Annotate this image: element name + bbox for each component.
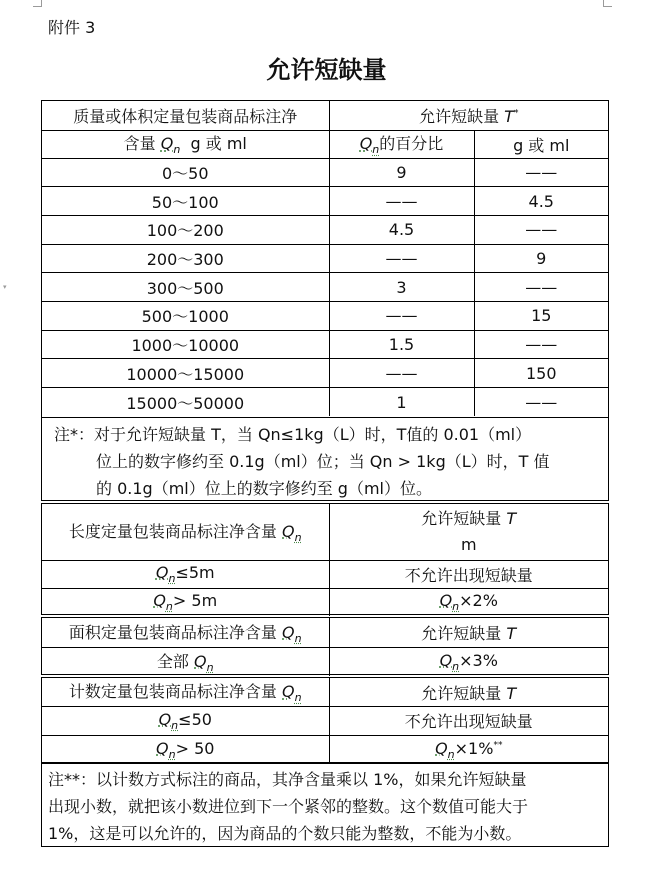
table-row: [42, 187, 608, 216]
count-note: [41, 763, 609, 847]
grams-cell: ——: [474, 330, 608, 359]
grams-cell: ——: [474, 215, 608, 244]
grams-cell: 15: [474, 301, 608, 330]
table-row: [42, 244, 608, 273]
grams-cell: 9: [474, 244, 608, 273]
length-header-left: 长度定量包装商品标注净含量 $Q_n$: [42, 504, 329, 560]
corner-mark-right: [603, 0, 612, 7]
grams-cell: ——: [474, 388, 608, 417]
range-cell: 100～200: [42, 215, 329, 244]
length-table: [41, 503, 609, 615]
table-row: [42, 388, 608, 417]
percent-header: $Q_n$的百分比: [329, 130, 474, 158]
table-row: [42, 273, 608, 302]
length-row1-right: 不允许出现短缺量: [329, 560, 608, 588]
percent-cell: ——: [329, 187, 474, 216]
area-header-left: 面积定量包装商品标注净含量 $Q_n$: [42, 618, 329, 647]
count-table: [41, 677, 609, 763]
range-cell: 500～1000: [42, 301, 329, 330]
shortage-header: 允许短缺量 T*: [329, 101, 608, 130]
mass-header-line1: 质量或体积定量包装商品标注净: [42, 101, 329, 130]
count-header-left: 计数定量包装商品标注净含量 $Q_n$: [42, 678, 329, 707]
table-row: [42, 330, 608, 359]
area-row-left: 全部 $Q_n$: [42, 647, 329, 676]
range-cell: 200～300: [42, 244, 329, 273]
percent-cell: 9: [329, 158, 474, 187]
range-cell: 15000～50000: [42, 388, 329, 417]
mass-note-line2: 位上的数字修约至 0.1g（ml）位；当 Qn > 1kg（L）时，T 值: [96, 452, 550, 471]
table-row: [42, 301, 608, 330]
table-row: [42, 215, 608, 244]
count-row2-left: $Q_n> 50$: [42, 735, 329, 764]
mass-note-line3: 的 0.1g（ml）位上的数字修约至 g（ml）位。: [96, 479, 432, 498]
percent-cell: 1.5: [329, 330, 474, 359]
grams-cell: ——: [474, 273, 608, 302]
mass-header-line2: 含量 $Q_n$ g 或 ml: [42, 130, 329, 158]
area-row-right: $Q_n\times 3\%$: [329, 647, 608, 676]
percent-cell: ——: [329, 244, 474, 273]
count-note-line2: 出现小数，就把该小数进位到下一个紧邻的整数。这个数值可能大于: [48, 797, 529, 816]
page-title: 允许短缺量: [266, 55, 387, 84]
length-row2-left: $Q_n> 5m$: [42, 588, 329, 616]
length-row1-left: $Q_n\le 5m$: [42, 560, 329, 588]
range-cell: 1000～10000: [42, 330, 329, 359]
range-cell: 50～100: [42, 187, 329, 216]
range-cell: 10000～15000: [42, 359, 329, 388]
corner-mark-left: [33, 0, 42, 7]
count-row1-right: 不允许出现短缺量: [329, 707, 608, 736]
count-row2-right: $Q_n\times 1\%^{**}$: [329, 735, 608, 764]
mass-note: [41, 417, 609, 501]
count-row1-left: $Q_n\le 50$: [42, 707, 329, 736]
margin-marker-icon: ▾: [3, 283, 7, 291]
count-header-right: 允许短缺量 T: [329, 678, 608, 707]
table-row: [42, 359, 608, 388]
length-header-right: 允许短缺量 T m: [329, 504, 608, 560]
length-row2-right: $Q_n\times 2\%$: [329, 588, 608, 616]
range-cell: 0～50: [42, 158, 329, 187]
percent-cell: 3: [329, 273, 474, 302]
grams-cell: 150: [474, 359, 608, 388]
table-row: [42, 158, 608, 187]
percent-cell: 4.5: [329, 215, 474, 244]
percent-cell: 1: [329, 388, 474, 417]
grams-cell: ——: [474, 158, 608, 187]
count-note-line1: 注**：以计数方式标注的商品，其净含量乘以 1%，如果允许短缺量: [48, 770, 527, 789]
area-header-right: 允许短缺量 T: [329, 618, 608, 647]
grams-header: g 或 ml: [474, 130, 608, 158]
percent-cell: ——: [329, 301, 474, 330]
mass-note-line1: 注*：对于允许短缺量 T，当 Qn≤1kg（L）时，T值的 0.01（ml）: [54, 425, 532, 444]
area-table: [41, 617, 609, 675]
attachment-label: 附件 3: [48, 18, 96, 37]
mass-volume-table: [41, 100, 609, 418]
grams-cell: 4.5: [474, 187, 608, 216]
range-cell: 300～500: [42, 273, 329, 302]
count-note-line3: 1%，这是可以允许的，因为商品的个数只能为整数，不能为小数。: [48, 824, 522, 843]
percent-cell: ——: [329, 359, 474, 388]
